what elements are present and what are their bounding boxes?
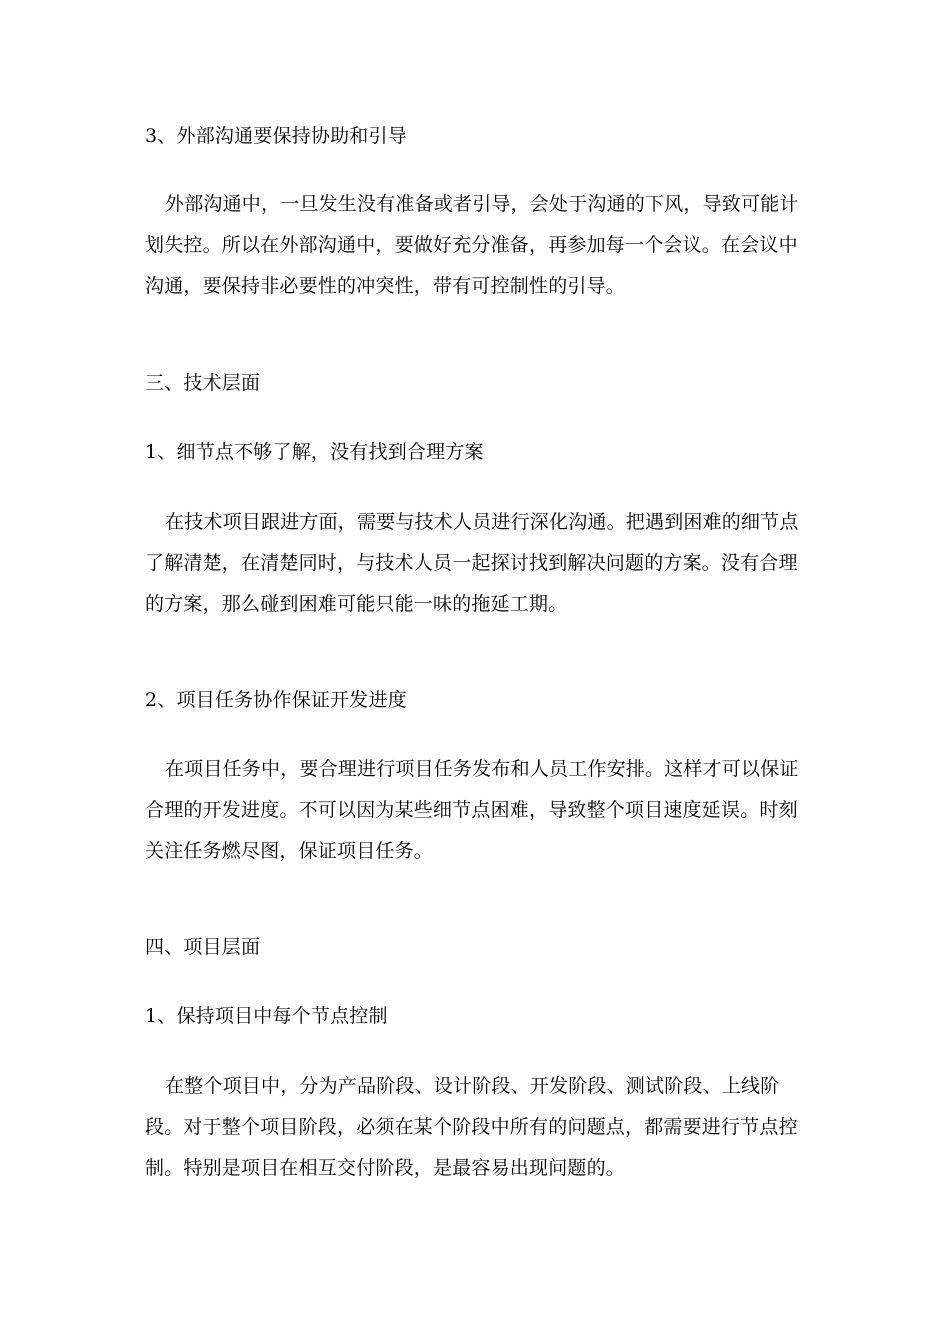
paragraph-external-communication: 外部沟通中，一旦发生没有准备或者引导，会处于沟通的下风，导致可能计划失控。所以在外部沟通中，要做好充分准备，再参加每一个会议。在会议中沟通，要保持非必要性的冲突性，带有可控制性的引导。 [145,193,799,297]
section-heading-detail-points: 1、细节点不够了解，没有找到合理方案 [145,441,484,463]
section-title-project: 四、项目层面 [145,936,261,958]
section-heading-external-communication: 3、外部沟通要保持协助和引导 [145,125,407,147]
paragraph-node-control: 在整个项目中，分为产品阶段、设计阶段、开发阶段、测试阶段、上线阶段。对于整个项目阶段，必须在某个阶段中所有的问题点，都需要进行节点控制。特别是项目在相互交付阶段，是最容易出现问题的。 [145,1075,798,1179]
section-title-technology: 三、技术层面 [145,372,261,394]
section-heading-task-collaboration: 2、项目任务协作保证开发进度 [145,689,407,711]
section-heading-node-control: 1、保持项目中每个节点控制 [145,1005,388,1027]
paragraph-task-collaboration: 在项目任务中，要合理进行项目任务发布和人员工作安排。这样才可以保证合理的开发进度。不可以因为某些细节点困难，导致整个项目速度延误。时刻关注任务燃尽图，保证项目任务。 [145,758,799,862]
paragraph-detail-points: 在技术项目跟进方面，需要与技术人员进行深化沟通。把遇到困难的细节点了解清楚，在清楚同时，与技术人员一起探讨找到解决问题的方案。没有合理的方案，那么碰到困难可能只能一味的拖延工期。 [145,511,799,615]
